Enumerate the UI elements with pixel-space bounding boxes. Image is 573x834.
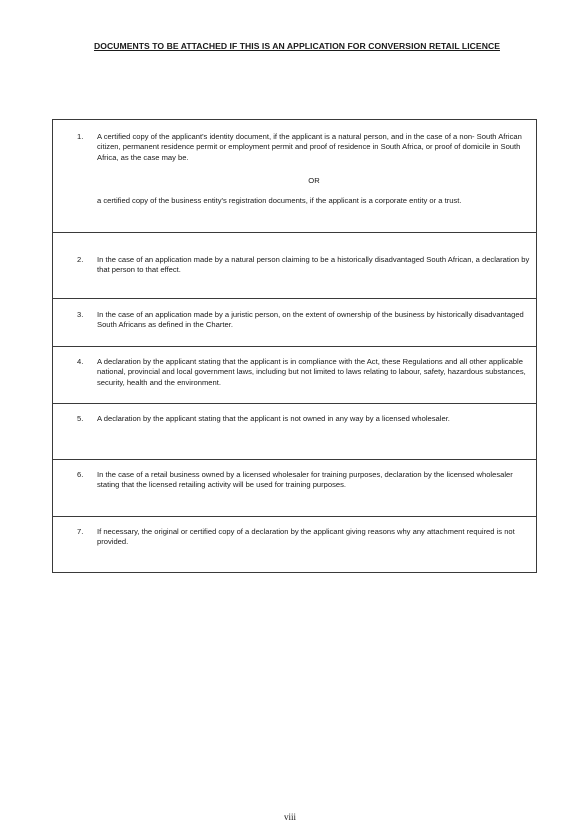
item-number: 2. [77,255,84,264]
item-number: 5. [77,414,84,423]
item-number: 3. [77,310,84,319]
item-text: A declaration by the applicant stating that the applicant is in compliance with the Act, these Regulations and all other applicable national, provincial and local government laws, including but not limited to laws relating to labour, safety, hazardous substances, security, health and the environment. [97,357,526,387]
item-text: In the case of an application made by a natural person claiming to be a historically disadvantaged South African, a declaration by that person to that effect. [97,255,530,275]
item-text: A declaration by the applicant stating that the applicant is not owned in any way by a licensed wholesaler. [97,414,450,423]
table-row-3 [53,298,536,346]
table-row-6 [53,459,536,516]
item-number: 6. [77,470,84,479]
table-row-4 [53,346,536,403]
item-text: In the case of a retail business owned by a licensed wholesaler for training purposes, declaration by the licensed wholesaler stating that the licensed retailing activity will be used for training purposes. [97,470,513,490]
item-text: A certified copy of the applicant's identity document, if the applicant is a natural person, and in the case of a non- South African citizen, permanent residence permit or employment permit and proof of residence in South Africa, or proof of domicile in South Africa, as the case may be. [97,132,522,162]
documents-table [52,119,537,573]
item-number: 7. [77,527,84,536]
item-number: 4. [77,357,84,366]
item-alt-text: a certified copy of the business entity's registration documents, if the applicant is a corporate entity or a trust. [97,196,462,205]
page-number: viii [283,812,296,822]
item-number: 1. [77,132,84,141]
item-text: In the case of an application made by a juristic person, on the extent of ownership of the business by historically disadvantaged South Africans as defined in the Charter. [97,310,524,330]
table-row-7 [53,516,536,572]
table-row-1 [53,120,536,232]
table-row-2 [53,232,536,298]
item-text: If necessary, the original or certified copy of a declaration by the applicant giving reasons why any attachment required is not provided. [97,527,515,547]
page-title: DOCUMENTS TO BE ATTACHED IF THIS IS AN APPLICATION FOR CONVERSION RETAIL LICENCE [93,41,500,51]
table-row-5 [53,403,536,459]
or-separator: OR [308,176,320,185]
